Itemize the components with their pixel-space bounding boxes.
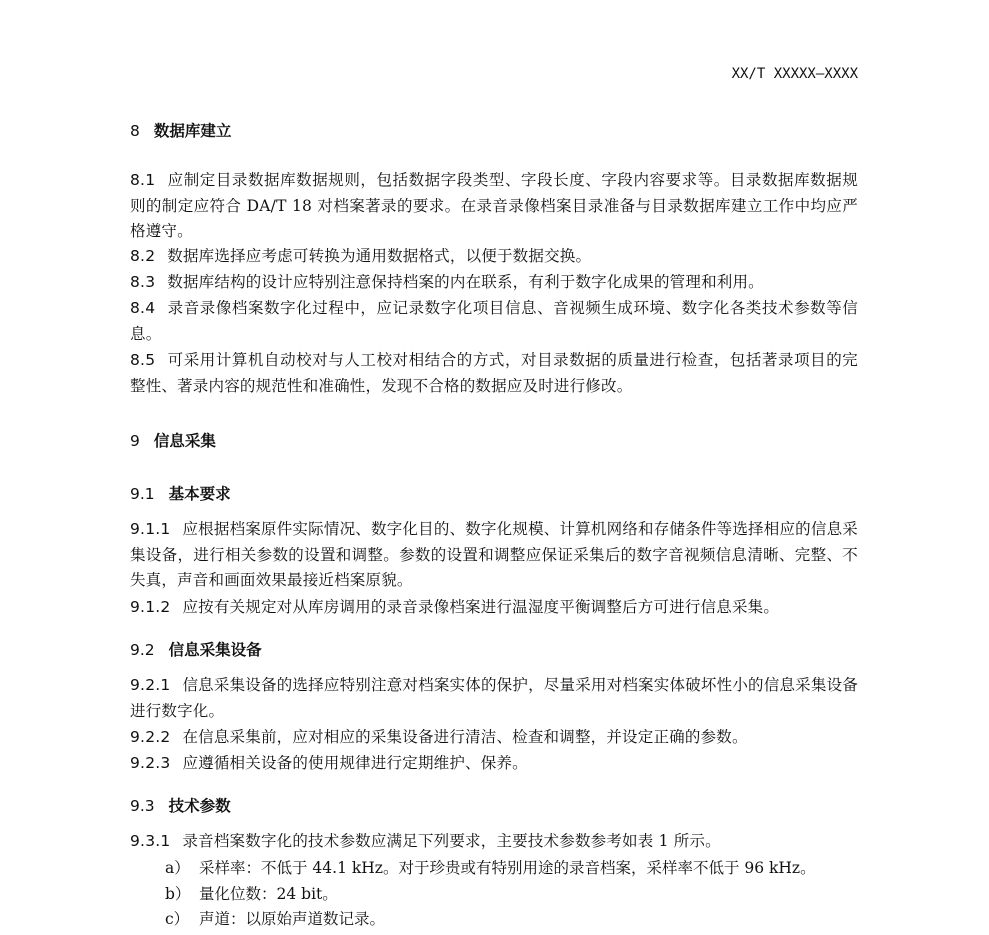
list-item-text: 采样率：不低于 44.1 kHz。对于珍贵或有特别用途的录音档案，采样率不低于 96 kHz。 bbox=[199, 859, 816, 877]
clause-text: 应遵循相关设备的使用规律进行定期维护、保养。 bbox=[182, 754, 528, 772]
clause-9-2-2 bbox=[130, 725, 858, 751]
clause-text: 数据库结构的设计应特别注意保持档案的内在联系，有利于数字化成果的管理和利用。 bbox=[167, 273, 764, 291]
clause-9-3-1 bbox=[130, 829, 858, 855]
clause-8-2 bbox=[130, 244, 858, 270]
section-title: 信息采集 bbox=[153, 432, 216, 450]
clause-text: 录音档案数字化的技术参数应满足下列要求，主要技术参数参考如表 1 所示。 bbox=[182, 832, 721, 850]
clause-number: 8.2 bbox=[130, 247, 156, 265]
clause-number: 9.1.1 bbox=[130, 520, 171, 538]
section-9-heading bbox=[130, 429, 216, 451]
section-title: 数据库建立 bbox=[153, 122, 232, 140]
clause-number: 8.4 bbox=[130, 299, 156, 317]
clause-number: 8.1 bbox=[130, 171, 156, 189]
list-item-c bbox=[165, 907, 865, 932]
subsection-number: 9.3 bbox=[130, 797, 155, 815]
clause-text: 应制定目录数据库数据规则，包括数据字段类型、字段长度、字段内容要求等。目录数据库数据规则的制定应符合 DA/T 18 对档案著录的要求。在录音录像档案目录准备与目录数据库建立工作中均应严格遵守。 bbox=[130, 171, 858, 240]
list-item-label: c） bbox=[165, 910, 190, 928]
subsection-9-2-heading bbox=[130, 638, 262, 660]
clause-number: 8.3 bbox=[130, 273, 156, 291]
subsection-number: 9.1 bbox=[130, 485, 155, 503]
list-item-label: b） bbox=[165, 885, 191, 903]
clause-number: 9.2.3 bbox=[130, 754, 171, 772]
clause-9-1-1 bbox=[130, 517, 858, 594]
clause-8-4 bbox=[130, 296, 858, 347]
list-item-label: a） bbox=[165, 859, 190, 877]
clause-text: 数据库选择应考虑可转换为通用数据格式，以便于数据交换。 bbox=[167, 247, 592, 265]
clause-number: 9.2.2 bbox=[130, 728, 171, 746]
clause-text: 应根据档案原件实际情况、数字化目的、数字化规模、计算机网络和存储条件等选择相应的信息采集设备，进行相关参数的设置和调整。参数的设置和调整应保证采集后的数字音视频信息清晰、完整、不失真，声音和画面效果最接近档案原貌。 bbox=[130, 520, 858, 589]
section-number: 9 bbox=[130, 432, 140, 450]
subsection-number: 9.2 bbox=[130, 641, 155, 659]
section-number: 8 bbox=[130, 122, 140, 140]
section-8-heading bbox=[130, 119, 231, 141]
document-code: XX/T XXXXX—XXXX bbox=[731, 66, 858, 82]
subsection-title: 信息采集设备 bbox=[168, 641, 262, 659]
clause-number: 9.3.1 bbox=[130, 832, 171, 850]
clause-9-1-2 bbox=[130, 595, 858, 621]
clause-9-2-3 bbox=[130, 751, 858, 777]
clause-number: 9.2.1 bbox=[130, 676, 171, 694]
clause-9-2-1 bbox=[130, 673, 858, 724]
clause-8-5 bbox=[130, 348, 858, 399]
clause-text: 录音录像档案数字化过程中，应记录数字化项目信息、音视频生成环境、数字化各类技术参数等信息。 bbox=[130, 299, 858, 343]
clause-text: 应按有关规定对从库房调用的录音录像档案进行温湿度平衡调整后方可进行信息采集。 bbox=[182, 598, 780, 616]
list-item-text: 声道：以原始声道数记录。 bbox=[199, 910, 386, 928]
clause-text: 可采用计算机自动校对与人工校对相结合的方式，对目录数据的质量进行检查，包括著录项目的完整性、著录内容的规范性和准确性，发现不合格的数据应及时进行修改。 bbox=[130, 351, 858, 395]
clause-text: 在信息采集前，应对相应的采集设备进行清洁、检查和调整，并设定正确的参数。 bbox=[182, 728, 748, 746]
list-item-text: 量化位数：24 bit。 bbox=[199, 885, 338, 903]
clause-number: 9.1.2 bbox=[130, 598, 171, 616]
clause-text: 信息采集设备的选择应特别注意对档案实体的保护，尽量采用对档案实体破坏性小的信息采集设备进行数字化。 bbox=[130, 676, 858, 720]
clause-8-1 bbox=[130, 168, 858, 245]
list-item-a bbox=[165, 856, 865, 881]
clause-8-3 bbox=[130, 270, 858, 296]
subsection-9-3-heading bbox=[130, 794, 231, 816]
clause-number: 8.5 bbox=[130, 351, 156, 369]
subsection-title: 基本要求 bbox=[168, 485, 231, 503]
subsection-9-1-heading bbox=[130, 482, 231, 504]
list-item-b bbox=[165, 882, 865, 907]
subsection-title: 技术参数 bbox=[168, 797, 231, 815]
